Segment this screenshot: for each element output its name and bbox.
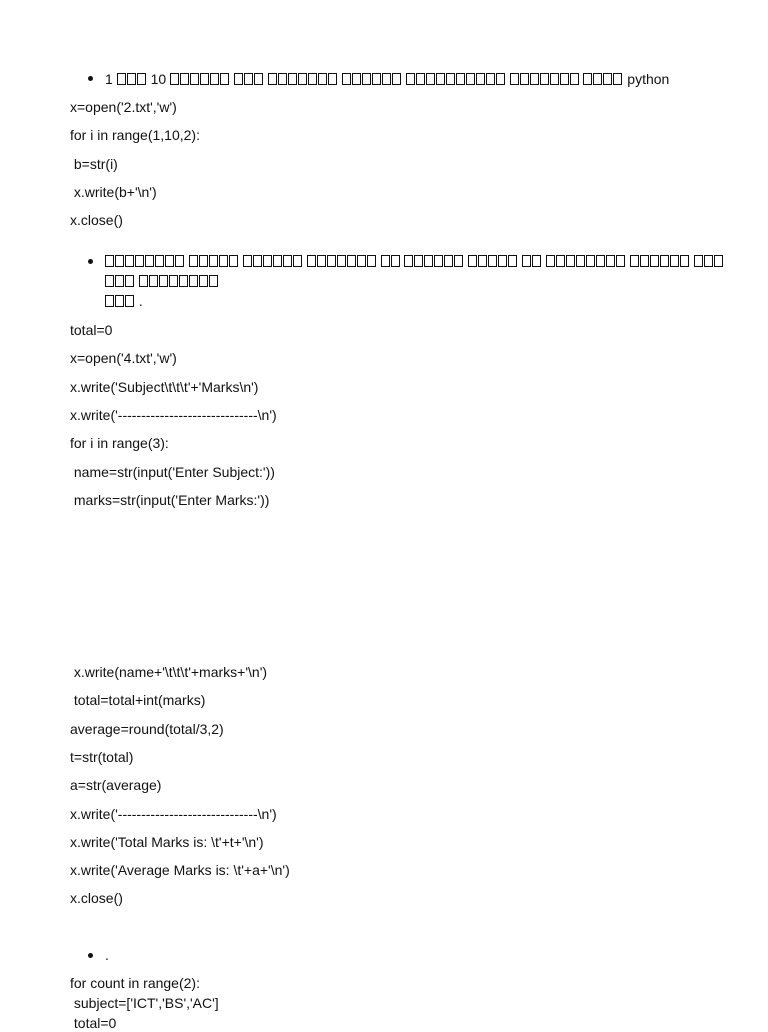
missing-glyph-box — [532, 255, 541, 267]
code-line: x.write('Subject\t\t\t'+'Marks\n') — [70, 378, 259, 395]
missing-glyph-box — [254, 73, 263, 85]
missing-glyph-box — [616, 255, 625, 267]
missing-glyph-box — [670, 255, 679, 267]
code-line: x=open('2.txt','w') — [70, 99, 177, 115]
bullet-1-suffix: python — [627, 71, 670, 87]
sinhala-text — [170, 71, 623, 87]
code-line: subject=['ICT','BS','AC'] — [70, 995, 219, 1011]
missing-glyph-box — [436, 73, 445, 85]
missing-glyph-box — [189, 275, 198, 287]
missing-glyph-box — [327, 255, 336, 267]
bullet-marker — [88, 259, 93, 264]
missing-glyph-box — [263, 255, 272, 267]
missing-glyph-box — [137, 73, 146, 85]
missing-glyph-box — [478, 255, 487, 267]
code-line: x.write(b+'\n') — [70, 183, 157, 200]
missing-glyph-box — [220, 73, 229, 85]
missing-glyph-box — [347, 255, 356, 267]
code-line: x.close() — [70, 890, 123, 907]
missing-glyph-box — [593, 73, 602, 85]
missing-glyph-box — [522, 255, 531, 267]
missing-glyph-box — [486, 73, 495, 85]
missing-glyph-box — [454, 255, 463, 267]
missing-glyph-box — [125, 275, 134, 287]
missing-glyph-box — [268, 73, 277, 85]
missing-glyph-box — [155, 255, 164, 267]
bullet-1-number: 10 — [150, 71, 167, 87]
missing-glyph-box — [357, 255, 366, 267]
missing-glyph-box — [105, 295, 114, 307]
code-line: marks=str(input('Enter Marks:')) — [70, 491, 270, 508]
missing-glyph-box — [382, 73, 391, 85]
missing-glyph-box — [586, 255, 595, 267]
missing-glyph-box — [115, 295, 124, 307]
missing-glyph-box — [209, 255, 218, 267]
bullet-marker — [88, 953, 93, 958]
sinhala-text — [105, 253, 724, 289]
code-line: total=0 — [70, 1015, 117, 1031]
bullet-2-suffix: . — [135, 293, 143, 309]
missing-glyph-box — [630, 255, 639, 267]
bullet-item-2 — [105, 251, 725, 311]
missing-glyph-box — [115, 255, 124, 267]
missing-glyph-box — [680, 255, 689, 267]
missing-glyph-box — [456, 73, 465, 85]
missing-glyph-box — [273, 255, 282, 267]
missing-glyph-box — [660, 255, 669, 267]
code-line: for i in range(1,10,2): — [70, 127, 200, 144]
missing-glyph-box — [468, 255, 477, 267]
missing-glyph-box — [426, 73, 435, 85]
missing-glyph-box — [337, 255, 346, 267]
missing-glyph-box — [466, 73, 475, 85]
missing-glyph-box — [546, 255, 555, 267]
missing-glyph-box — [367, 255, 376, 267]
code-line: x.close() — [70, 212, 123, 229]
missing-glyph-box — [496, 73, 505, 85]
missing-glyph-box — [566, 255, 575, 267]
code-line: x.write('------------------------------\n') — [70, 406, 277, 423]
missing-glyph-box — [199, 275, 208, 287]
missing-glyph-box — [596, 255, 605, 267]
missing-glyph-box — [139, 275, 148, 287]
bullet-item-3 — [105, 945, 725, 965]
missing-glyph-box — [210, 73, 219, 85]
missing-glyph-box — [169, 275, 178, 287]
missing-glyph-box — [243, 255, 252, 267]
missing-glyph-box — [606, 255, 615, 267]
missing-glyph-box — [189, 255, 198, 267]
missing-glyph-box — [694, 255, 703, 267]
bullet-marker — [88, 76, 93, 81]
missing-glyph-box — [308, 73, 317, 85]
missing-glyph-box — [190, 73, 199, 85]
code-line: x.write(name+'\t\t\t'+marks+'\n') — [70, 664, 268, 680]
missing-glyph-box — [530, 73, 539, 85]
code-line: for count in range(2): — [70, 975, 200, 991]
missing-glyph-box — [229, 255, 238, 267]
missing-glyph-box — [488, 255, 497, 267]
missing-glyph-box — [556, 255, 565, 267]
missing-glyph-box — [200, 73, 209, 85]
missing-glyph-box — [298, 73, 307, 85]
missing-glyph-box — [199, 255, 208, 267]
missing-glyph-box — [125, 295, 134, 307]
missing-glyph-box — [540, 73, 549, 85]
missing-glyph-box — [117, 73, 126, 85]
missing-glyph-box — [550, 73, 559, 85]
missing-glyph-box — [179, 275, 188, 287]
missing-glyph-box — [253, 255, 262, 267]
missing-glyph-box — [476, 73, 485, 85]
missing-glyph-box — [650, 255, 659, 267]
missing-glyph-box — [105, 255, 114, 267]
missing-glyph-box — [498, 255, 507, 267]
missing-glyph-box — [328, 73, 337, 85]
code-line: x.write('Average Marks is: \t'+a+'\n') — [70, 862, 290, 879]
code-line: x.write('------------------------------\n') — [70, 805, 277, 822]
missing-glyph-box — [434, 255, 443, 267]
code-line: name=str(input('Enter Subject:')) — [70, 463, 275, 480]
missing-glyph-box — [135, 255, 144, 267]
missing-glyph-box — [508, 255, 517, 267]
missing-glyph-box — [391, 255, 400, 267]
missing-glyph-box — [704, 255, 713, 267]
missing-glyph-box — [444, 255, 453, 267]
missing-glyph-box — [416, 73, 425, 85]
missing-glyph-box — [613, 73, 622, 85]
missing-glyph-box — [283, 255, 292, 267]
missing-glyph-box — [362, 73, 371, 85]
missing-glyph-box — [352, 73, 361, 85]
missing-glyph-box — [149, 275, 158, 287]
missing-glyph-box — [424, 255, 433, 267]
code-line: x.write('Total Marks is: \t'+t+'\n') — [70, 833, 264, 850]
bullet-3-text: . — [105, 947, 109, 963]
missing-glyph-box — [381, 255, 390, 267]
missing-glyph-box — [520, 73, 529, 85]
missing-glyph-box — [175, 255, 184, 267]
missing-glyph-box — [372, 73, 381, 85]
missing-glyph-box — [510, 73, 519, 85]
missing-glyph-box — [145, 255, 154, 267]
missing-glyph-box — [293, 255, 302, 267]
missing-glyph-box — [714, 255, 723, 267]
code-line: for i in range(3): — [70, 435, 169, 452]
missing-glyph-box — [234, 73, 243, 85]
missing-glyph-box — [115, 275, 124, 287]
code-line: b=str(i) — [70, 155, 118, 172]
code-line: x=open('4.txt','w') — [70, 350, 177, 367]
missing-glyph-box — [414, 255, 423, 267]
missing-glyph-box — [288, 73, 297, 85]
missing-glyph-box — [392, 73, 401, 85]
bullet-item-1 — [105, 69, 725, 89]
missing-glyph-box — [603, 73, 612, 85]
sinhala-text — [105, 293, 135, 309]
missing-glyph-box — [317, 255, 326, 267]
missing-glyph-box — [318, 73, 327, 85]
missing-glyph-box — [640, 255, 649, 267]
missing-glyph-box — [127, 73, 136, 85]
missing-glyph-box — [404, 255, 413, 267]
code-line: a=str(average) — [70, 777, 162, 794]
missing-glyph-box — [244, 73, 253, 85]
missing-glyph-box — [209, 275, 218, 287]
code-line: total=0 — [70, 322, 113, 338]
missing-glyph-box — [219, 255, 228, 267]
missing-glyph-box — [406, 73, 415, 85]
code-line: total=total+int(marks) — [70, 692, 206, 709]
missing-glyph-box — [105, 275, 114, 287]
missing-glyph-box — [159, 275, 168, 287]
missing-glyph-box — [278, 73, 287, 85]
missing-glyph-box — [170, 73, 179, 85]
code-line: average=round(total/3,2) — [70, 720, 224, 737]
missing-glyph-box — [307, 255, 316, 267]
missing-glyph-box — [125, 255, 134, 267]
missing-glyph-box — [446, 73, 455, 85]
missing-glyph-box — [576, 255, 585, 267]
missing-glyph-box — [180, 73, 189, 85]
missing-glyph-box — [570, 73, 579, 85]
missing-glyph-box — [583, 73, 592, 85]
code-line: t=str(total) — [70, 748, 134, 765]
missing-glyph-box — [560, 73, 569, 85]
missing-glyph-box — [165, 255, 174, 267]
bullet-1-prefix: 1 — [105, 71, 113, 87]
sinhala-text — [117, 71, 147, 87]
missing-glyph-box — [342, 73, 351, 85]
